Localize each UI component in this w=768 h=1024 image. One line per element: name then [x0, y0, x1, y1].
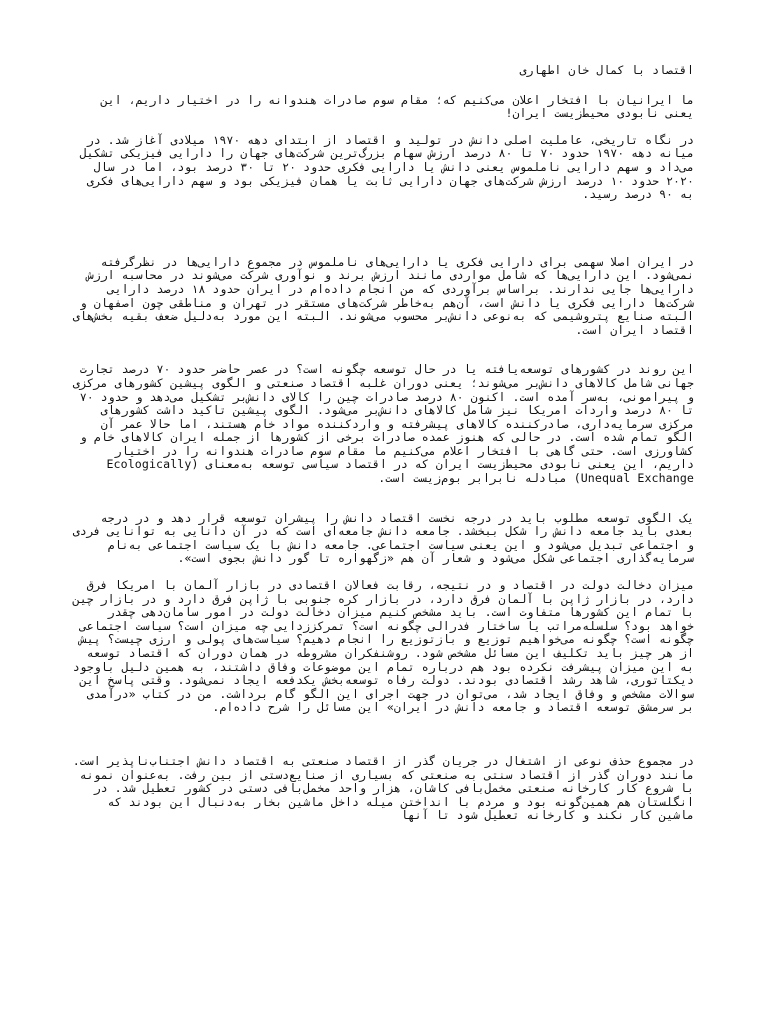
spacer — [68, 337, 694, 363]
spacer — [68, 486, 694, 512]
paragraph-developed-countries: این روند در کشورهای توسعه‌یافته یا در حال توسعه چگونه است؟ در عصر حاضر حدود ۷۰ درصد تجارت جهانی شامل کالاهای دانش‌بر می‌شوند؛ یعنی دوران غلبه اقتصاد صنعتی و الگوی پیشین کشورهای مرکزی و پیرامونی، به‌سر آمده است. اکنون ۸۰ درصد صادرات چین را کالای دانش‌بر تشکیل می‌دهد و حدود ۷۰ تا ۸۰ درصد واردات امریکا نیز شامل کالاهای دانش‌بر می‌شود. الگوی پیشین تاکید داشت کشورهای مرکزی سرمایه‌داری، صادرکننده کالاهای پیشرفته و واردکننده مواد خام هستند، اما حالا عمر آن الگو تمام شده است. در حالی که هنوز عمده صادرات برخی از کشورها از جمله ایران کالاهای خام و کشاورزی است. حتی گاهی با افتخار اعلام می‌کنیم ما مقام سوم صادرات هندوانه را در اختیار داریم، این یعنی نابودی محیط‌زیست ایران که در اقتصاد سیاسی توسعه به‌معنای (Ecologically Unequal Exchange) مبادله نابرابر بوم‌زیست است. — [72, 362, 694, 486]
paragraph-development-model: یک الگوی توسعه مطلوب باید در درجه نخست اقتصاد دانش را پیشران توسعه قرار دهد و در درجه بعدی باید جامعه دانش را شکل ببخشد. جامعه دانش جامعه‌ای است که در آن دانایی به توانایی فردی و اجتماعی تبدیل می‌شود و این یعنی سیاست اجتماعی. جامعه دانش با یک سیاست اجتماعی به‌نام سرمایه‌گذاری اجتماعی شکل می‌شود و شعار آن هم «زگهواره تا گور دانش بجوی است». — [72, 510, 694, 566]
paragraph-state-intervention: میزان دخالت دولت در اقتصاد و در نتیجه، رقابت فعالان اقتصادی در بازار آلمان با امریکا فرق دارد، در بازار ژاپن با آلمان فرق دارد، در بازار کره جنوبی با ژاپن فرق دارد و در بازار چین با تمام این کشورها متفاوت است. باید مشخص کنیم میزان دخالت دولت در امور سامان‌دهی چقدر خواهد بود؟ سلسله‌مراتب یا ساختار فدرالی چگونه است؟ تمرکززدایی چه میزان است؟ سیاست اجتماعی چگونه است؟ چگونه می‌خواهیم توزیع و بازتوزیع را انجام دهیم؟ سیاست‌های پولی و ارزی چیست؟ پیش از هر چیز باید تکلیف این مسائل مشخص شود. روشنفکران مشروطه در همان دوران که اقتصاد توسعه به این میزان پیشرفت نکرده بود هم درباره تمام این موضوعات وفاق داشتند، به همین دلیل باوجود دیکتاتوری، شاهد رشد اقتصادی بودند. دولت رفاه توسعه‌بخش یکدفعه ایجاد نمی‌شود. وقتی پاسخ این سوالات مشخص و وفاق ایجاد شد، می‌توان در جهت اجرای این الگو گام برداشت. من در کتاب «درآمدی بر سرمشق توسعه اقتصاد و جامعه دانش در ایران» این مسائل را شرح داده‌ام. — [72, 578, 694, 715]
document-title: اقتصاد با کمال خان اطهاری — [519, 63, 694, 77]
spacer — [68, 715, 694, 755]
spacer — [68, 121, 694, 134]
paragraph-historical-view: در نگاه تاریخی، عاملیت اصلی دانش در تولید و اقتصاد از ابتدای دهه ۱۹۷۰ میلادی آغاز شد. در میانه دهه ۱۹۷۰ حدود ۷۰ تا ۸۰ درصد ارزش سهام بزرگ‌ترین شرکت‌های جهان را دارایی فیزیکی تشکیل می‌داد و سهم دارایی ناملموس یعنی دانش یا دارایی فکری حدود ۲۰ تا ۳۰ درصد بود، اما در سال ۲۰۲۰ حدود ۱۰ درصد ارزش شرکت‌های جهان دارایی ثابت یا همان فیزیکی بود و سهم دارایی‌های فکری به ۹۰ درصد رسید. — [79, 132, 694, 202]
spacer — [68, 202, 694, 256]
paragraph-employment-transition: در مجموع حذف نوعی از اشتغال در جریان گذر از اقتصاد صنعتی به اقتصاد دانش اجتناب‌ناپذیر است. مانند دوران گذر از اقتصاد سنتی به صنعتی که بسیاری از صنایع‌دستی از بین رفت. به‌عنوان نمونه با شروع کار کارخانه صنعتی مخمل‌بافی کاشان، هزار واحد مخمل‌بافی دستی در کشور تعطیل شد. در انگلستان هم همین‌گونه بود و مردم با انداختن میله داخل ماشین بخار به‌دنبال این بودند که ماشین کار نکند و کارخانه تعطیل شود تا آنها — [72, 753, 694, 823]
paragraph-iran-intangible-assets: در ایران اصلا سهمی برای دارایی فکری یا دارایی‌های ناملموس در مجموع دارایی‌ها در نظرگرفته نمی‌شود. این دارایی‌ها که شامل مواردی مانند ارزش برند و نوآوری شرکت می‌شوند در محاسبه ارزش دارایی‌ها جایی ندارند. براساس برآوردی که من انجام داده‌ام در ایران حدود ۱۸ درصد دارایی شرکت‌ها دارایی فکری یا دانش است، آن‌هم به‌خاطر شرکت‌های مستقر در تهران و مناطقی چون اصفهان و البته صنایع پتروشیمی که به‌نوعی دانش‌بر محسوب می‌شوند. البته این مورد به‌دلیل ضعف بقیه بخش‌های اقتصاد ایران است. — [72, 254, 694, 337]
document-page — [68, 64, 694, 823]
paragraph-intro: ما ایرانیان با افتخار اعلان می‌کنیم که؛ مقام سوم صادرات هندوانه را در اختیار داریم، این یعنی نابودی محیط‌زیست ایران! — [100, 92, 694, 121]
